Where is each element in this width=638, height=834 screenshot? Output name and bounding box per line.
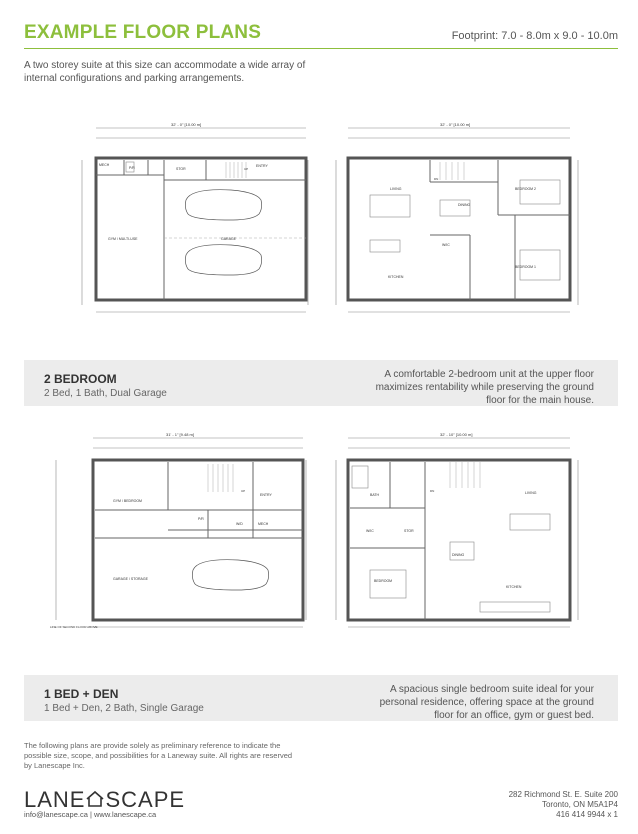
stair-label: DN xyxy=(434,177,439,181)
section-subtitle: 2 Bed, 1 Bath, Dual Garage xyxy=(44,388,167,399)
stair-label: DN xyxy=(430,489,435,493)
section-band-2-bedroom xyxy=(24,360,618,406)
contact-line[interactable]: info@lanescape.ca | www.lanescape.ca xyxy=(24,810,157,819)
floor-plan-1bed-ground xyxy=(48,430,313,640)
stair-label: UP xyxy=(244,167,249,171)
room-label: DINING xyxy=(458,203,471,207)
room-label: BEDROOM 2 xyxy=(515,187,537,191)
intro-text: A two storey suite at this size can accommodate a wide array of internal configurations and parking arrangements. xyxy=(24,60,306,84)
plan-note: LINE OF SECOND FLOOR ABOVE xyxy=(50,625,98,629)
room-label: GYM / BEDROOM xyxy=(113,499,142,503)
section-band-1-bed-den xyxy=(24,675,618,721)
room-label: GARAGE / STORAGE xyxy=(113,577,148,581)
section-heading: 2 BEDROOM xyxy=(44,372,117,386)
address-line-2: Toronto, ON M5A1P4 xyxy=(541,800,618,809)
logo-text-left: LANE xyxy=(24,787,86,812)
overall-dimension: 31' - 1" [9.48 m] xyxy=(166,432,194,437)
overall-dimension: 32' - 0" [10.00 m] xyxy=(171,122,202,127)
room-label: STOR xyxy=(176,167,186,171)
room-label: LIVING xyxy=(525,491,537,495)
room-label: BEDROOM xyxy=(374,579,393,583)
floor-plan-2bed-upper xyxy=(330,120,590,325)
overall-dimension: 32' - 10" [10.00 m] xyxy=(440,432,473,437)
room-label: ENTRY xyxy=(256,164,268,168)
page-title: EXAMPLE FLOOR PLANS xyxy=(24,22,262,43)
section-heading: 1 BED + DEN xyxy=(44,687,119,701)
room-label: W/IC xyxy=(442,243,450,247)
room-label: W/IC xyxy=(366,529,374,533)
room-label: DINING xyxy=(452,553,465,557)
room-label: STOR xyxy=(404,529,414,533)
floor-plan-2bed-ground xyxy=(76,120,316,325)
room-label: MECH xyxy=(258,522,269,526)
room-label: P/R xyxy=(129,166,135,170)
phone-number[interactable]: 416 414 9944 x 1 xyxy=(556,810,618,819)
footprint-text: Footprint: 7.0 - 8.0m x 9.0 - 10.0m xyxy=(451,30,618,42)
floor-plan-1bed-upper xyxy=(330,430,590,640)
room-label: GARAGE xyxy=(221,237,236,241)
section-description: A spacious single bedroom suite ideal for your personal residence, offering space at the ground floor for an office, gym or guest bed. xyxy=(379,684,594,721)
room-label: LIVING xyxy=(390,187,402,191)
section-subtitle: 1 Bed + Den, 2 Bath, Single Garage xyxy=(44,703,204,714)
room-label: W/D xyxy=(236,522,243,526)
room-label: BEDROOM 1 xyxy=(515,265,537,269)
address-line-1: 282 Richmond St. E. Suite 200 xyxy=(508,790,618,799)
room-label: MECH xyxy=(99,163,110,167)
room-label: ENTRY xyxy=(260,493,272,497)
room-label: BATH xyxy=(370,493,380,497)
logo-text-right: SCAPE xyxy=(105,787,186,812)
address-block xyxy=(509,790,618,820)
stair-label: UP xyxy=(241,489,246,493)
title-divider xyxy=(24,48,618,49)
room-label: GYM / MULTI-USE xyxy=(108,237,138,241)
section-description: A comfortable 2-bedroom unit at the upper floor maximizes rentability while preserving the ground floor for the main house. xyxy=(375,369,594,406)
overall-dimension: 32' - 0" [10.00 m] xyxy=(440,122,471,127)
room-label: P/R xyxy=(198,517,204,521)
room-label: KITCHEN xyxy=(506,585,522,589)
room-label: KITCHEN xyxy=(388,275,404,279)
disclaimer-text: The following plans are provide solely as preliminary reference to indicate the possible size, scope, and possibilities for a Laneway suite. All rights are reserved by Lanescape Inc. xyxy=(24,741,293,770)
